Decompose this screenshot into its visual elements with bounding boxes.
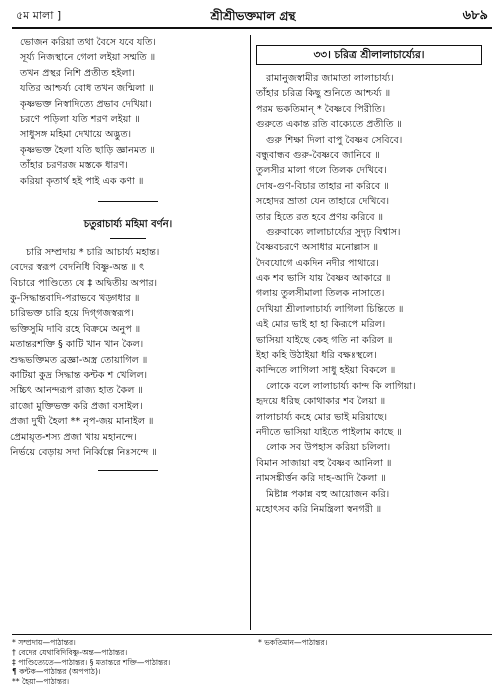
text-line: বিমান সাজায়া বহু বৈষ্ণব আনিলা ॥ <box>256 457 392 469</box>
text-line: সহোদর ভ্রাতা যেন তাহারে দেখিবে। <box>256 196 390 208</box>
text-line: প্রেমায়ৃত-শস্য প্রজা খায় মহানন্দে। <box>10 431 137 443</box>
heading-underline <box>110 238 146 239</box>
header-rule <box>12 27 492 29</box>
text-line: করিয়া কৃতার্থ হই পাই এক কণা ॥ <box>20 175 144 187</box>
text-line: লোক সব উপহাস করিয়া চলিলা। <box>266 442 391 454</box>
text-line: কৃষ্ণভক্ত নিস্বাদিত্যে প্রভাব দেখিয়া। <box>20 98 152 110</box>
header-left: ৫ম মালা ] <box>16 9 62 22</box>
text-line: তাঁহার চরণরজ মস্তকে ধারণ। <box>20 160 128 172</box>
text-line: কৃষ্ণভক্ত হৈলা যতি ছাড়ি জ্ঞানমত ॥ <box>20 144 155 156</box>
text-line: নদীতে ভাসিয়া যাইতে পাইলাম কাছে ॥ <box>256 426 402 438</box>
text-line: যতির আশ্চর্য্য বোধ তখন জন্মিলা ॥ <box>20 83 154 95</box>
footnote-rule <box>12 634 492 635</box>
footnote: ** হৈয়া—পাঠান্তর। <box>12 677 70 687</box>
section-heading-boxed: ৩৩। চরিত্র শ্রীলালাচার্য্যের। <box>256 45 482 65</box>
text-line: দেখিয়া শ্রীলালাচার্য্য লাগিলা চিন্তিতে ॥ <box>256 303 404 315</box>
text-line: দৈবযোগে একদিন নদীর পাথারে। <box>256 257 379 269</box>
text-line: সাধুসঙ্গ মহিমা দেখায়ে অদ্ভুত। <box>20 129 132 141</box>
text-line: চরণে পড়িলা যতি শরণ লইয়া ॥ <box>20 113 140 125</box>
text-line: গুরুবাক্যে লালাচার্য্যের সুদৃঢ় বিশ্বাস। <box>266 226 401 238</box>
text-line: গুরু শিক্ষা দিলা বাপু বৈষ্ণব সেবিবে। <box>266 134 403 146</box>
text-line: লালাচার্য্য কহে মোর ভাই মরিয়াছে। <box>256 411 388 423</box>
text-line: গুরুতে একান্ত রতি বাক্যেতে প্রতীতি ॥ <box>256 119 402 131</box>
footnotes-left <box>12 638 248 687</box>
text-line: ভাসিয়া যাইছে কেহ গতি না করিল ॥ <box>256 334 393 346</box>
text-line: এক শব ভাসি যায় বৈষ্ণব আকারে ॥ <box>256 273 391 285</box>
text-line: শুদ্ধভক্তিমত ব্রজ্ঞা-অস্ত্র তোয়াগিল ॥ <box>10 354 148 366</box>
text-line: মহোৎসব করি নিমন্ত্রিলা স্বনগরী ॥ <box>256 503 382 515</box>
text-line: নির্ভয়ে বেড়ায় সদা নির্ব্বিল্পে নিঃসন্দে ॥ <box>10 446 157 458</box>
text-line: লোকে বলে লালাচার্য্য কান্দ কি লাগিয়া। <box>266 380 416 392</box>
section-heading: চতুরাচার্য্য মহিমা বর্ণন। <box>83 218 173 230</box>
text-line: চারিভক্ত চারি হয়ে দিগ্‌গজস্বরূপ। <box>10 308 134 320</box>
left-column <box>10 35 246 479</box>
footnote: * ভকতিমান—পাঠান্তর। <box>258 638 328 647</box>
text-line: তাঁহার চরিত্র কিছু শুনিতে আশ্চর্য্য ॥ <box>256 88 391 100</box>
page-number: ৬৮৯ <box>462 8 488 23</box>
text-line: তখন প্রস্থর নিশি প্রতীত হইলা। <box>20 67 135 79</box>
text-line: এই মোর ভাই হা হা কিরূপে মরিল। <box>256 319 386 331</box>
footnote: * সম্প্রদায়—পাঠান্তর। <box>12 638 76 647</box>
footnote: ‡ পাণ্ডিত্যেতে—পাঠান্তর। § মতান্তরে শক্তি—পাঠান্তর। <box>12 657 171 667</box>
text-line: বেদের স্বরূপ বেদনিধি বিষ্ণু-অন্ত ॥ ৎ <box>10 262 145 274</box>
right-column <box>256 35 492 517</box>
text-line: প্রজা দুখী হৈলা ** নৃপ-জয় মানাইল ॥ <box>10 416 154 428</box>
text-line: ভক্তিসুমি দাবি রহে বিক্রমে অনুপ ॥ <box>10 323 141 335</box>
text-line: হৃদয়ে ধরিছ কোথাকার শব লৈয়া ॥ <box>256 396 386 408</box>
header-title: শ্রীশ্রীভক্তমাল গ্রন্থ <box>210 9 296 23</box>
text-line: গলায় তুলসীমালা তিলক নাসাতে। <box>256 288 385 300</box>
column-separator <box>250 35 251 630</box>
text-line: চারি সম্প্রদায় * চারি আচার্য্য মহান্ত। <box>26 246 160 258</box>
text-line: কান্দিতে লাগিলা সাধু হইয়া বিকলে ॥ <box>256 365 396 377</box>
section-divider <box>98 470 158 471</box>
text-line: পরম ভকতিমান্‌ * বৈষ্ণবে পিরীতি। <box>256 103 386 115</box>
text-line: সচ্চিৎ আনন্দরূপ রাজ্য হাত কৈল ॥ <box>10 385 143 397</box>
text-line: মতান্তরশক্তি § কাটি খান খান কৈল। <box>10 339 144 351</box>
text-line: ভোজন করিয়া তথা বৈসে যবে যতি। <box>20 37 156 48</box>
section-divider <box>98 201 158 202</box>
text-line: বৈষ্ণবচরণে অসাধার মনোল্লাস ॥ <box>256 242 379 254</box>
text-line: রাজো মুক্তিভক্ত করি প্রজা বসাইল। <box>10 400 143 412</box>
text-line: সূর্য্য নিজস্থানে গেলা লইয়া সম্মতি ॥ <box>20 52 156 64</box>
page-header <box>12 6 494 26</box>
text-line: তার হিতে রত হবে প্রণয় করিবে ॥ <box>256 211 384 223</box>
footnote: ¶ কন্টক—পাঠান্তর (অপপাঠ)। <box>12 667 101 677</box>
text-line: ইহা কহি উঠাইয়া ধরি বক্ষঃস্থলে। <box>256 350 377 362</box>
text-line: বন্ধুবান্ধব গুরু-বৈষ্ণবে জানিবে ॥ <box>256 149 380 161</box>
footnote: † বেদের যেথাবিদিবিষ্ণু-অন্ত—পাঠান্তর। <box>12 647 128 657</box>
text-line: দোষ-গুণ-বিচার তাহার না করিবে ॥ <box>256 180 389 192</box>
text-line: বিচারে পাণ্ডিত্যে ষে ‡ অদ্বিতীয় অপার। <box>10 277 158 289</box>
text-line: তুলসীর মালা গলে তিলক দেখিবে। <box>256 165 387 177</box>
footnotes-right <box>258 638 494 648</box>
text-line: রামানুজস্বামীর জামাতা লালাচার্য্য। <box>266 73 394 84</box>
text-line: মিষ্টান্ন পকান্ন বহু আয়োজন করি। <box>266 488 390 500</box>
text-line: কু-সিদ্ধান্তবাদি-পরাভবে খড়্গধার ॥ <box>10 293 140 305</box>
text-line: নামসঙ্কীর্ত্তন করি দাহ-আদি কৈলা ॥ <box>256 473 386 485</box>
text-line: কাটিয়া কুদ্র সিদ্ধান্ত কন্টক শ খেলিল। <box>10 370 148 382</box>
